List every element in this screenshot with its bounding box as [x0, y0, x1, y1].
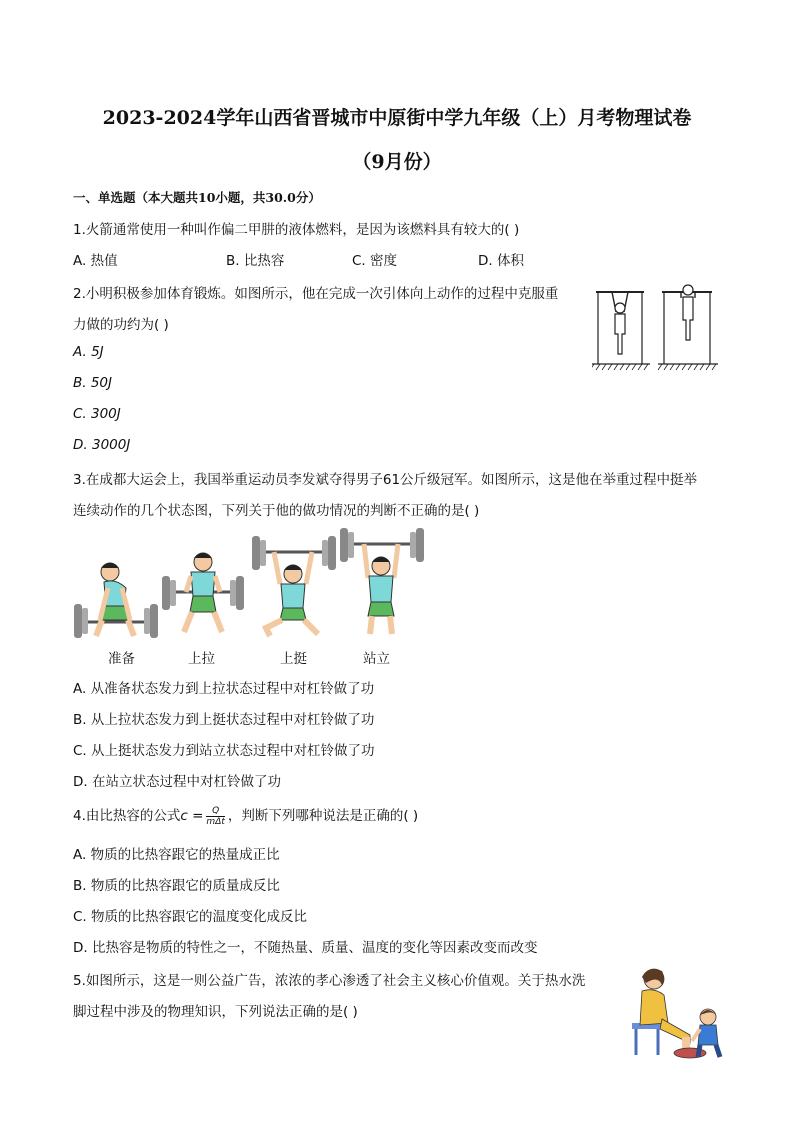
- q1-stem: 1.火箭通常使用一种叫作偏二甲肼的液体燃料，是因为该燃料具有较大的( ): [73, 222, 520, 238]
- q2-option-a: A. 5J: [73, 344, 104, 360]
- caption-pull: 上拉: [188, 651, 215, 667]
- foot-washing-illustration: [628, 965, 724, 1061]
- q3-option-a: A. 从准备状态发力到上拉状态过程中对杠铃做了功: [73, 681, 375, 697]
- q4-stem-prefix: 4.由比热容的公式: [73, 808, 181, 824]
- q4-formula-denominator: mΔt: [206, 816, 225, 827]
- q4-formula-lhs: c =: [180, 808, 204, 824]
- q1-option-d: D. 体积: [478, 253, 524, 269]
- q2-stem-line1: 2.小明积极参加体育锻炼。如图所示，他在完成一次引体向上动作的过程中克服重: [73, 286, 559, 302]
- q3-option-d: D. 在站立状态过程中对杠铃做了功: [73, 774, 281, 790]
- q4-stem: [73, 804, 418, 827]
- caption-jerk: 上挺: [280, 651, 307, 667]
- q4-formula-numerator: Q: [206, 806, 224, 817]
- weightlifting-figure: [70, 528, 430, 640]
- caption-stand: 站立: [363, 651, 390, 667]
- q2-option-b: B. 50J: [73, 375, 113, 391]
- q5-stem-line1: 5.如图所示，这是一则公益广告，浓浓的孝心渗透了社会主义核心价值观。关于热水洗: [73, 973, 586, 989]
- q3-option-c: C. 从上挺状态发力到站立状态过程中对杠铃做了功: [73, 743, 375, 759]
- q1-option-a: A. 热值: [73, 253, 118, 269]
- q3-stem-line1: 3.在成都大运会上，我国举重运动员李发斌夺得男子61公斤级冠军。如图所示，这是他在举重过程中挺举: [73, 472, 698, 488]
- q2-option-d: D. 3000J: [73, 437, 131, 453]
- q4-option-a: A. 物质的比热容跟它的热量成正比: [73, 847, 280, 863]
- lifter-stand: [340, 528, 424, 634]
- exam-subtitle: （9月份）: [352, 151, 442, 173]
- q2-option-c: C. 300J: [73, 406, 121, 422]
- lifter-pull: [162, 553, 244, 632]
- q1-option-b: B. 比热容: [226, 253, 285, 269]
- q1-option-c: C. 密度: [352, 253, 398, 269]
- q4-option-b: B. 物质的比热容跟它的质量成反比: [73, 878, 280, 894]
- lifter-jerk: [252, 536, 336, 636]
- pullup-figure: [592, 284, 722, 374]
- q4-option-c: C. 物质的比热容跟它的温度变化成反比: [73, 909, 308, 925]
- lifter-ready: [74, 563, 158, 638]
- q4-formula-fraction: [206, 806, 224, 827]
- q2-stem-line2: 力做的功约为( ): [73, 317, 169, 333]
- caption-ready: 准备: [108, 651, 135, 667]
- section-heading: 一、单选题（本大题共10小题，共30.0分）: [73, 190, 321, 205]
- q4-stem-suffix: ，判断下列哪种说法是正确的( ): [227, 808, 419, 824]
- q3-stem-line2: 连续动作的几个状态图，下列关于他的做功情况的判断不正确的是( ): [73, 503, 480, 519]
- q5-stem-line2: 脚过程中涉及的物理知识，下列说法正确的是( ): [73, 1004, 358, 1020]
- q3-option-b: B. 从上拉状态发力到上挺状态过程中对杠铃做了功: [73, 712, 375, 728]
- q4-option-d: D. 比热容是物质的特性之一，不随热量、质量、温度的变化等因素改变而改变: [73, 940, 538, 956]
- exam-title: 2023-2024学年山西省晋城市中原街中学九年级（上）月考物理试卷: [102, 107, 692, 129]
